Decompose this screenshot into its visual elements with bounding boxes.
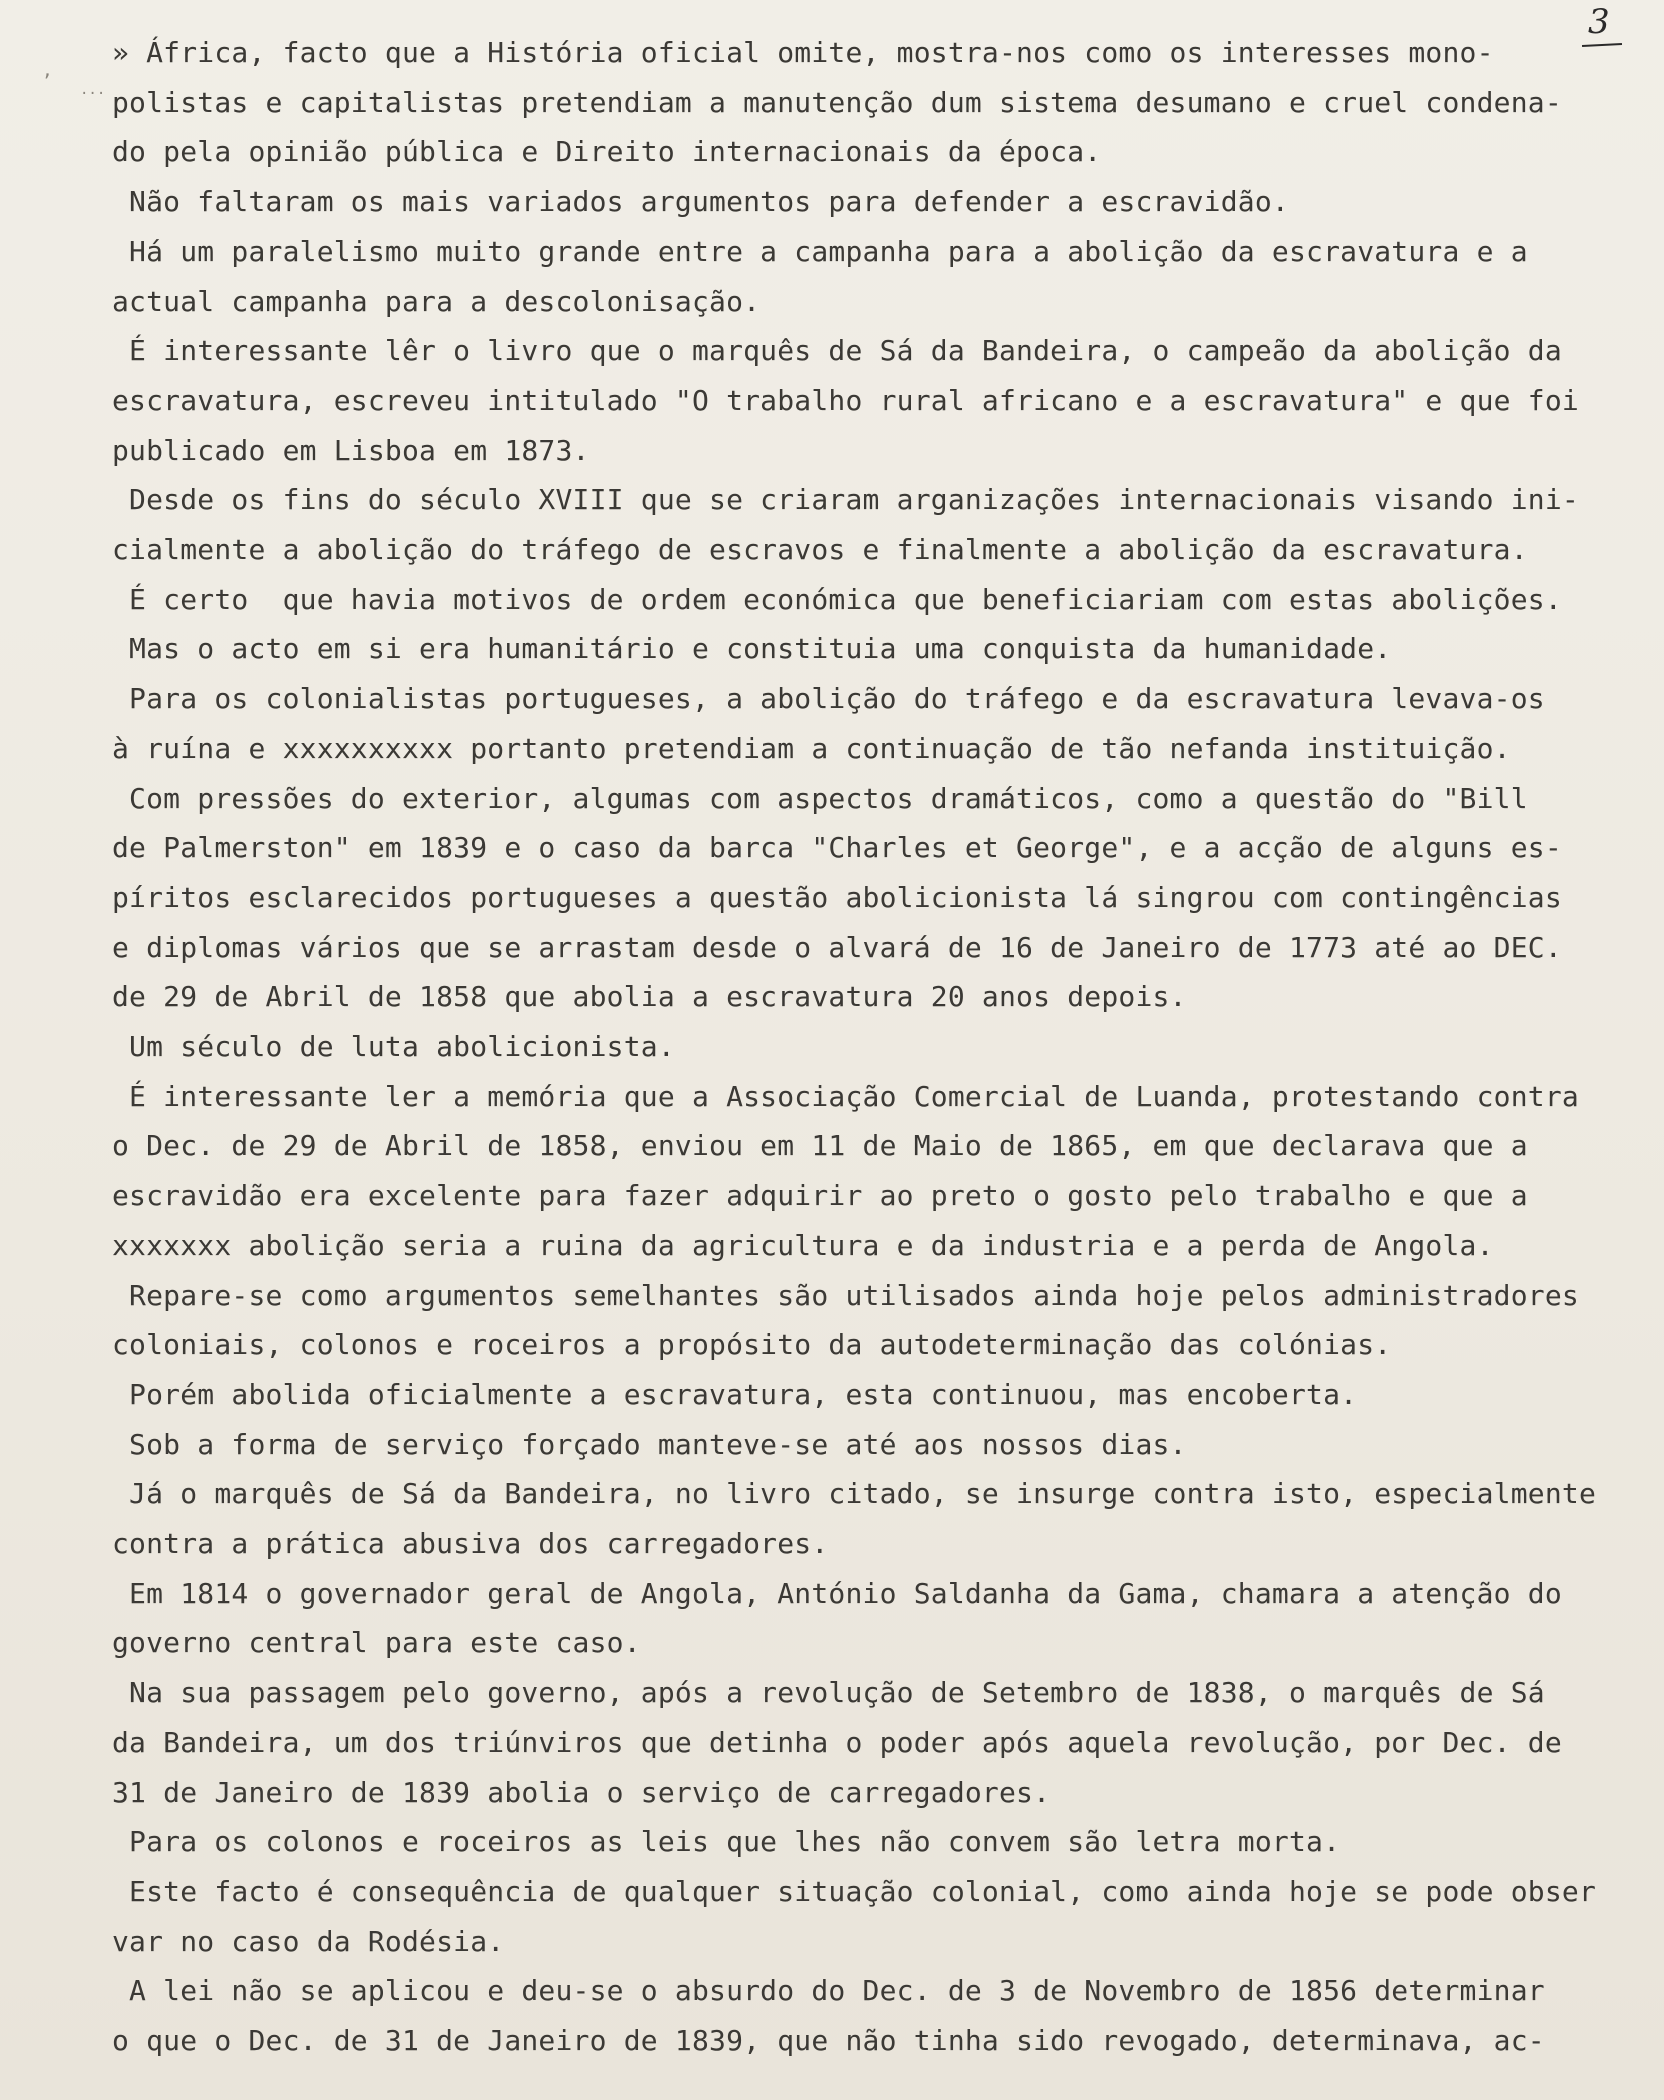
text-line: da Bandeira, um dos triúnviros que detinha o poder após aquela revolução, por Dec. de — [112, 1725, 1562, 1759]
text-line: de 29 de Abril de 1858 que abolia a escravatura 20 anos depois. — [112, 980, 1187, 1014]
text-line: contra a prática abusiva dos carregadores. — [112, 1527, 829, 1560]
text-line: escravatura, escreveu intitulado "O trabalho rural africano e a escravatura" e que foi — [112, 383, 1579, 417]
text-line: polistas e capitalistas pretendiam a manutenção dum sistema desumano e cruel condena- — [112, 85, 1562, 119]
text-line: o que o Dec. de 31 de Janeiro de 1839, que não tinha sido revogado, determinava, ac- — [112, 2024, 1545, 2057]
text-line: do pela opinião pública e Direito internacionais da época. — [112, 135, 1102, 169]
text-line: É interessante ler a memória que a Associação Comercial de Luanda, protestando contra — [112, 1079, 1579, 1113]
text-line: Mas o acto em si era humanitário e constituia uma conquista da humanidade. — [112, 632, 1392, 666]
text-line: Já o marquês de Sá da Bandeira, no livro citado, se insurge contra isto, especialmente — [112, 1477, 1596, 1511]
text-line: Para os colonos e roceiros as leis que lhes não convem são letra morta. — [112, 1825, 1341, 1859]
text-line: É certo que havia motivos de ordem económica que beneficiariam com estas abolições. — [112, 582, 1562, 616]
text-line: o Dec. de 29 de Abril de 1858, enviou em 11 de Maio de 1865, em que declarava que a — [112, 1129, 1528, 1163]
text-line: Na sua passagem pelo governo, após a revolução de Setembro de 1838, o marquês de Sá — [112, 1676, 1545, 1710]
text-line: à ruína e xxxxxxxxxx portanto pretendiam a continuação de tão nefanda instituição. — [112, 731, 1511, 765]
text-line: governo central para este caso. — [112, 1626, 641, 1660]
text-line: Em 1814 o governador geral de Angola, António Saldanha da Gama, chamara a atenção do — [112, 1576, 1562, 1610]
text-line: Para os colonialistas portugueses, a abolição do tráfego e da escravatura levava-os — [112, 682, 1545, 716]
text-line: Sob a forma de serviço forçado manteve-se até aos nossos dias. — [112, 1427, 1187, 1461]
text-line: de Palmerston" em 1839 e o caso da barca "Charles et George", e a acção de alguns es- — [112, 831, 1562, 865]
text-line: var no caso da Rodésia. — [112, 1924, 505, 1958]
margin-mark: ... — [80, 82, 106, 98]
text-line: e diplomas vários que se arrastam desde o alvará de 16 de Janeiro de 1773 até ao DEC. — [112, 930, 1562, 964]
margin-mark: , — [42, 60, 53, 81]
text-line: píritos esclarecidos portugueses a questão abolicionista lá singrou com contingências — [112, 880, 1562, 914]
text-line: A lei não se aplicou e deu-se o absurdo do Dec. de 3 de Novembro de 1856 determinar — [112, 1974, 1545, 2008]
text-line: Este facto é consequência de qualquer situação colonial, como ainda hoje se pode obser — [112, 1874, 1596, 1908]
text-line: coloniais, colonos e roceiros a propósito da autodeterminação das colónias. — [112, 1328, 1392, 1362]
text-line: escravidão era excelente para fazer adquirir ao preto o gosto pelo trabalho e que a — [112, 1179, 1528, 1213]
text-line: Com pressões do exterior, algumas com aspectos dramáticos, como a questão do "Bill — [112, 781, 1528, 815]
text-line: publicado em Lisboa em 1873. — [112, 433, 590, 467]
text-line: Desde os fins do século XVIII que se criaram arganizações internacionais visando ini- — [112, 483, 1579, 517]
text-line: Repare-se como argumentos semelhantes são utilisados ainda hoje pelos administradores — [112, 1278, 1579, 1312]
text-line: cialmente a abolição do tráfego de escravos e finalmente a abolição da escravatura. — [112, 533, 1528, 566]
text-line: Há um paralelismo muito grande entre a campanha para a abolição da escravatura e a — [112, 234, 1528, 268]
text-line: Um século de luta abolicionista. — [112, 1030, 675, 1063]
page-number: 3 — [1588, 2, 1610, 42]
text-line: É interessante lêr o livro que o marquês de Sá da Bandeira, o campeão da abolição da — [112, 334, 1562, 368]
text-line: Não faltaram os mais variados argumentos para defender a escravidão. — [112, 185, 1289, 219]
text-line: xxxxxxx abolição seria a ruina da agricultura e da industria e a perda de Angola. — [112, 1228, 1494, 1262]
text-line: » África, facto que a História oficial omite, mostra-nos como os interesses mono- — [112, 36, 1494, 69]
text-line: actual campanha para a descolonisação. — [112, 284, 761, 318]
text-line: 31 de Janeiro de 1839 abolia o serviço de carregadores. — [112, 1775, 1051, 1809]
text-line: Porém abolida oficialmente a escravatura, esta continuou, mas encoberta. — [112, 1377, 1358, 1411]
